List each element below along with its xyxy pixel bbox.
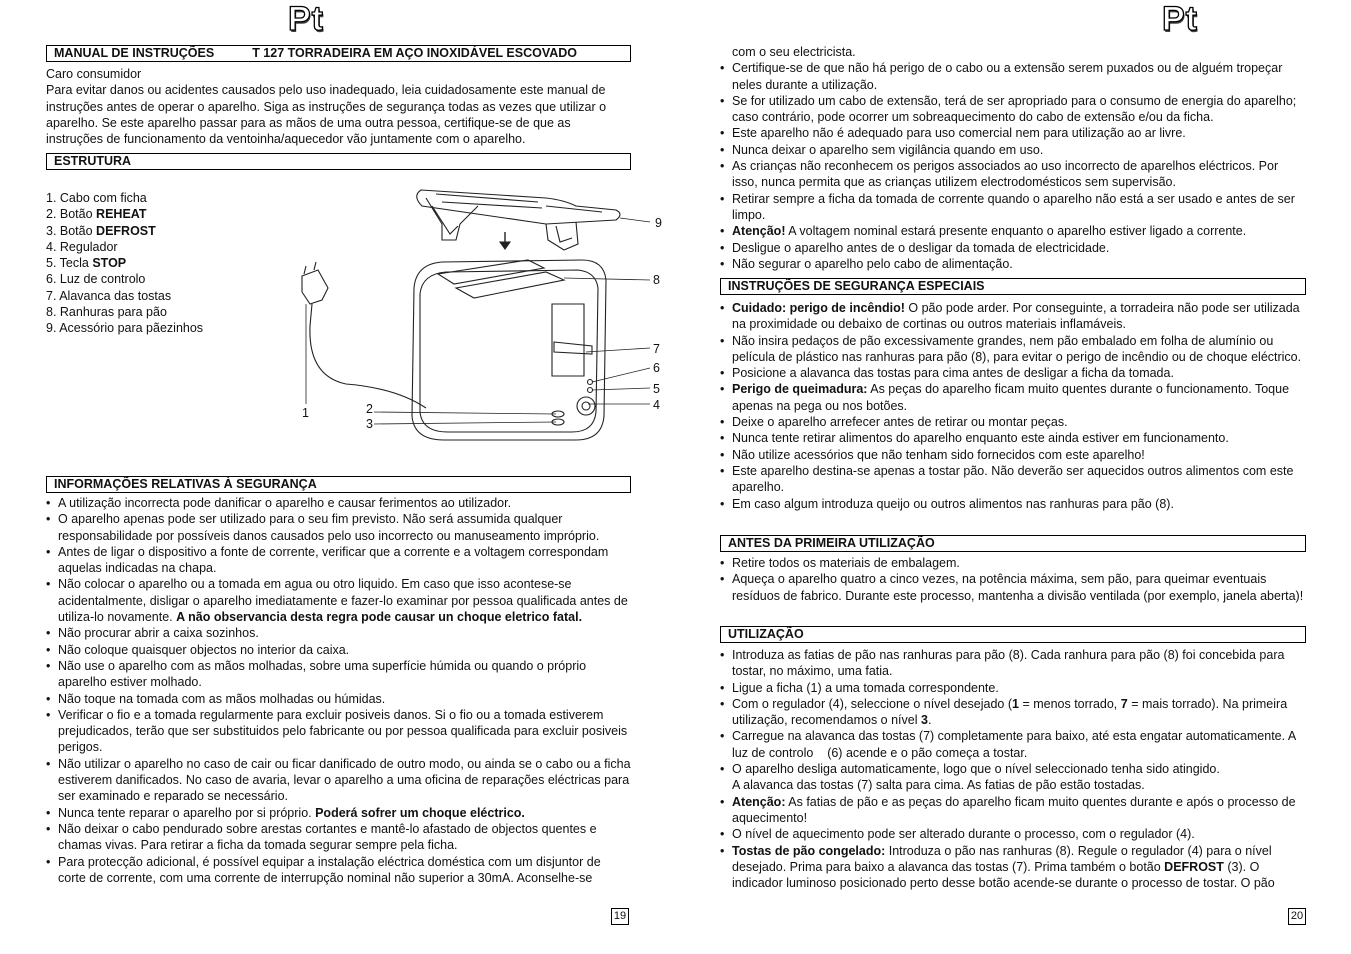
part-label-bold: DEFROST [96, 223, 156, 238]
safety-text [46, 495, 631, 886]
list-item [46, 805, 631, 821]
list-item-text: A voltagem nominal estará presente enquanto o aparelho estiver ligado a corrente. [785, 224, 1247, 239]
list-item [46, 691, 631, 707]
safety-list [46, 495, 631, 886]
bun-rack-wire-left [426, 198, 478, 240]
list-item [720, 223, 1306, 239]
list-item [46, 576, 631, 625]
list-item [720, 365, 1306, 381]
list-item: • Introduza as fatias de pão nas ranhuras para pão (8). Cada ranhura para pão (8) foi concebida para tostar, no máximo, uma fatia. [720, 647, 1306, 680]
list-item-bold: Poderá sofrer um choque eléctrico. [315, 805, 525, 820]
diagram-label-6: 6 [653, 361, 660, 375]
manual-header-title: T 127 TORRADEIRA EM AÇO INOXIDÁVEL ESCOVADO [252, 46, 578, 60]
list-item [720, 463, 1306, 496]
list-item [720, 381, 1306, 414]
usage-header: UTILIZAÇÃO [720, 626, 1306, 643]
part-label: 3. Botão [46, 223, 97, 238]
list-item-text: Retirar sempre a ficha da tomada de corrente quando o aparelho não está a ser usado e antes de ser limpo. [732, 191, 1295, 222]
list-item-bold: A não observancia desta regra pode causar un choque eletrico fatal. [176, 610, 583, 625]
first-use-text [720, 555, 1306, 604]
list-item: • O nível de aquecimento pode ser alterado durante o processo, com o regulador (4). [720, 826, 1306, 842]
power-plug [302, 270, 328, 304]
list-item [46, 821, 631, 854]
list-item [720, 256, 1306, 272]
part-item [46, 271, 203, 287]
part-item [46, 288, 203, 304]
part-item [46, 190, 203, 206]
list-item-text: Não utilizar o aparelho no caso de cair ou ficar danificado de outro modo, ou ainda se o cabo ou a ficha estiverem danificados. No caso de avaria, levar o aparelho a uma oficina de reparações eléctricas para ser examinado e reparado se necessário. [58, 756, 631, 804]
list-item-text: Em caso algum introduza queijo ou outros alimentos nas ranhuras para pão (8). [732, 496, 1174, 511]
first-use-list [720, 555, 1306, 604]
left-page [46, 0, 662, 954]
list-item [720, 300, 1306, 333]
diagram-label-5: 5 [653, 382, 660, 396]
part-item [46, 206, 203, 222]
list-item-text: Este aparelho não é adequado para uso comercial nem para utilização ao ar livre. [732, 126, 1186, 141]
list-item-text: Nunca deixar o aparelho sem vigilância quando em uso. [732, 142, 1044, 157]
list-item [720, 93, 1306, 126]
special-list [720, 300, 1306, 512]
page-number: 19 [611, 908, 629, 925]
special-text [720, 300, 1306, 512]
diagram-label-3: 3 [366, 417, 373, 431]
list-item-text: A utilização incorrecta pode danificar o aparelho e causar ferimentos ao utilizador. [58, 496, 512, 510]
manual-header-code: MANUAL DE INSTRUÇÕES [54, 46, 215, 60]
list-item-text: Para protecção adicional, é possível equipar a instalação eléctrica doméstica com um disjuntor de corte de corrente, com uma corrente de interrupção nominal não superior a 30mA. Aconselhe-se [58, 854, 601, 885]
special-header: INSTRUÇÕES DE SEGURANÇA ESPECIAIS [720, 278, 1306, 295]
parts-list [46, 190, 203, 337]
toaster-diagram [246, 176, 666, 441]
list-item [720, 125, 1306, 141]
list-item [720, 571, 1306, 604]
usage-list [720, 647, 1306, 891]
list-item [720, 142, 1306, 158]
list-item-text: Não toque na tomada com as mãos molhadas ou húmidas. [58, 691, 386, 706]
list-item-text: Certifique-se de que não há perigo de o cabo ou a extensão serem puxados ou de alguém tropeçar neles durante a utilização. [732, 61, 1283, 92]
list-item [46, 707, 631, 756]
bun-rack-wire-right [546, 222, 578, 250]
list-item-text: O pão pode arder. Por conseguinte, a torradeira não pode ser utilizada na proximidade ou debaixo de cortinas ou outros materiais inflamáveis. [732, 301, 1300, 332]
safety-continued [720, 44, 1306, 272]
part-item [46, 239, 203, 255]
list-item [720, 414, 1306, 430]
list-item [46, 511, 631, 544]
list-item-text: Retire todos os materiais de embalagem. [732, 556, 960, 570]
part-label-bold: REHEAT [96, 207, 147, 222]
part-label-bold: STOP [92, 256, 127, 271]
list-item [46, 756, 631, 805]
continued-line: com o seu electricista. [732, 45, 856, 59]
list-item [46, 854, 631, 887]
part-item [46, 223, 203, 239]
diagram-label-9: 9 [655, 216, 662, 230]
list-item-text: Verificar o fio e a tomada regularmente para excluir posiveis danos. Si o fio ou a tomada estiverem prejudicados, terão que ser substituidos pelo fabricante ou por pessoa qualificada para excluir posiveis perigos. [58, 707, 628, 755]
part-label: 9. Acessório para pãezinhos [46, 321, 204, 336]
bread-slot-2 [456, 272, 564, 298]
list-item: • O aparelho desliga automaticamente, logo que o nível seleccionado tenha sido atingido. A alavanca das tostas (7) salta para cima. As fatias de pão estão tostadas. [720, 761, 1306, 794]
list-item [720, 430, 1306, 446]
list-item [46, 658, 631, 691]
diagram-label-8: 8 [653, 273, 660, 287]
list-item: • Com o regulador (4), seleccione o nível desejado (1 = menos torrado, 7 = mais torrado). Na primeira utilização, recomendamos o nível 3. [720, 696, 1306, 729]
list-item-text: As peças do aparelho ficam muito quentes durante o funcionamento. Toque apenas na pega ou nos botões. [732, 382, 1290, 413]
page-number: 20 [1288, 908, 1306, 925]
list-item [46, 544, 631, 577]
safety-header: INFORMAÇÕES RELATIVAS À SEGURANÇA [46, 476, 631, 493]
language-label: Pt [1162, 0, 1198, 38]
list-item-text: Nunca tente reparar o aparelho por si próprio. [58, 805, 316, 820]
list-item-text: As crianças não reconhecem os perigos associados ao uso incorrecto de aparelhos eléctricos. Por isso, nunca permita que as crianças utilizem electrodomésticos sem supervisão. [732, 159, 1279, 190]
list-item [720, 60, 1306, 93]
list-item-text: Não use o aparelho com as mãos molhadas, sobre uma superfície húmida ou quando o próprio aparelho estiver molhado. [58, 658, 587, 690]
intro-greeting: Caro consumidor [46, 67, 142, 81]
part-item [46, 255, 203, 271]
first-use-header: ANTES DA PRIMEIRA UTILIZAÇÃO [720, 535, 1306, 552]
list-item-bold: Perigo de queimadura: [732, 382, 868, 397]
list-item [720, 496, 1306, 512]
diagram-label-1: 1 [302, 406, 309, 420]
part-item [46, 320, 203, 336]
list-item-text: Nunca tente retirar alimentos do aparelho enquanto este ainda estiver em funcionamento. [732, 431, 1229, 446]
part-label: 4. Regulador [46, 239, 118, 254]
diagram-label-2: 2 [366, 402, 373, 416]
list-item [720, 240, 1306, 256]
list-item [46, 642, 631, 658]
intro-paragraph: Para evitar danos ou acidentes causados pelo uso inadequado, leia cuidadosamente este manual de instruções antes de operar o aparelho. Siga as instruções de segurança todas as vezes que utilizar o aparelho. Se este aparelho passar para as mãos de uma outra pessoa, certifique-se de que as instruções de funcionamento da ventoinha/aquecedor vão juntamente com o aparelho. [46, 83, 607, 147]
part-item [46, 304, 203, 320]
usage-text [720, 647, 1306, 891]
part-label: 1. Cabo com ficha [46, 191, 147, 205]
list-item [46, 625, 631, 641]
manual-header [46, 45, 631, 62]
list-item-text: Não insira pedaços de pão excessivamente grandes, nem pão embalado em folha de alumínio ou película de plástico nas ranhuras para pão (8), para evitar o perigo de incêndio ou de choque eléctrico. [732, 333, 1302, 364]
part-label: 2. Botão [46, 207, 97, 222]
list-item [720, 158, 1306, 191]
list-item-text: Deixe o aparelho arrefecer antes de retirar ou montar peças. [732, 415, 1068, 430]
part-label: 5. Tecla [46, 256, 93, 271]
structure-header: ESTRUTURA [46, 153, 631, 170]
list-item-text: O aparelho apenas pode ser utilizado para o seu fim previsto. Não será assumida qualquer responsabilidade por possíveis danos causados pelo uso incorrecto ou manuseamento impróprio. [58, 512, 600, 543]
list-item-text: Posicione a alavanca das tostas para cima antes de desligar a ficha da tomada. [732, 366, 1174, 381]
list-item: • Tostas de pão congelado: Introduza o pão nas ranhuras (8). Regule o regulador (4) para o nível desejado. Prima para baixo a alavanca das tostas (7). Prima também o botão DEFROST (3). O indicador luminoso posicionado perto desse botão acende-se durante o processo de tostar. O pão [720, 843, 1306, 892]
list-item-text: Desligue o aparelho antes de o desligar da tomada de electricidade. [732, 240, 1110, 255]
list-item-text: Não procurar abrir a caixa sozinhos. [58, 626, 259, 641]
list-item-text: Não segurar o aparelho pelo cabo de alimentação. [732, 256, 1013, 271]
safety-cont-list [720, 60, 1306, 272]
part-label: 7. Alavanca das tostas [46, 288, 172, 303]
list-item-bold: Atenção! [732, 224, 786, 239]
diagram-label-7: 7 [653, 342, 660, 356]
diagram-label-4: 4 [653, 398, 660, 412]
list-item-bold: Cuidado: perigo de incêndio! [732, 301, 905, 315]
list-item-text: Antes de ligar o dispositivo a fonte de corrente, verificar que a corrente e a voltagem correspondam aquelas indicadas na chapa. [58, 544, 609, 576]
list-item-text: Este aparelho destina-se apenas a tostar pão. Não deverão ser aquecidos outros alimentos com este aparelho. [732, 463, 1294, 495]
right-page [720, 0, 1306, 954]
list-item-text: Não colocar o aparelho ou a tomada em agua ou otro liquido. Em caso que isso acontese-se acidentalmente, disligar o aparelho imediatamente e fazer-lo examinar por pessoa qualificada antes de utiliza-lo novamente. [58, 577, 628, 625]
list-item [46, 495, 631, 511]
list-item-text: Não coloque quaisquer objectos no interior da caixa. [58, 642, 350, 657]
browning-knob [577, 397, 595, 415]
bread-slot-1 [438, 260, 544, 284]
list-item [720, 447, 1306, 463]
list-item [720, 191, 1306, 224]
part-label: 8. Ranhuras para pão [46, 305, 167, 320]
list-item: • Carregue na alavanca das tostas (7) completamente para baixo, até esta engatar automaticamente. A luz de controlo (6) acende e o pão começa a tostar. [720, 728, 1306, 761]
intro-text [46, 66, 631, 147]
list-item: • Ligue a ficha (1) a uma tomada correspondente. [720, 680, 1306, 696]
part-label: 6. Luz de controlo [46, 272, 146, 287]
list-item-text: Aqueça o aparelho quatro a cinco vezes, na potência máxima, sem pão, para queimar eventuais resíduos de fabrico. Durante este processo, mantenha a divisão ventilada (por exemplo, janela aberta)! [732, 572, 1304, 603]
list-item-text: Não deixar o cabo pendurado sobre arestas cortantes e mantê-lo afastado de objectos quentes e chamas vivas. Para retirar a ficha da tomada segurar sempre pela ficha. [58, 821, 597, 853]
language-label: Pt [288, 0, 324, 38]
list-item-text: Se for utilizado um cabo de extensão, terá de ser apropriado para o consumo de energia do aparelho; caso contrário, pode ocorrer um sobreaquecimento do cabo de extensão e/ou da ficha. [732, 93, 1297, 125]
list-item [720, 333, 1306, 366]
list-item-text: Não utilize acessórios que não tenham sido fornecidos com este aparelho! [732, 447, 1145, 462]
list-item: • Atenção: As fatias de pão e as peças do aparelho ficam muito quentes durante e após o processo de aquecimento! [720, 794, 1306, 827]
list-item [720, 555, 1306, 571]
